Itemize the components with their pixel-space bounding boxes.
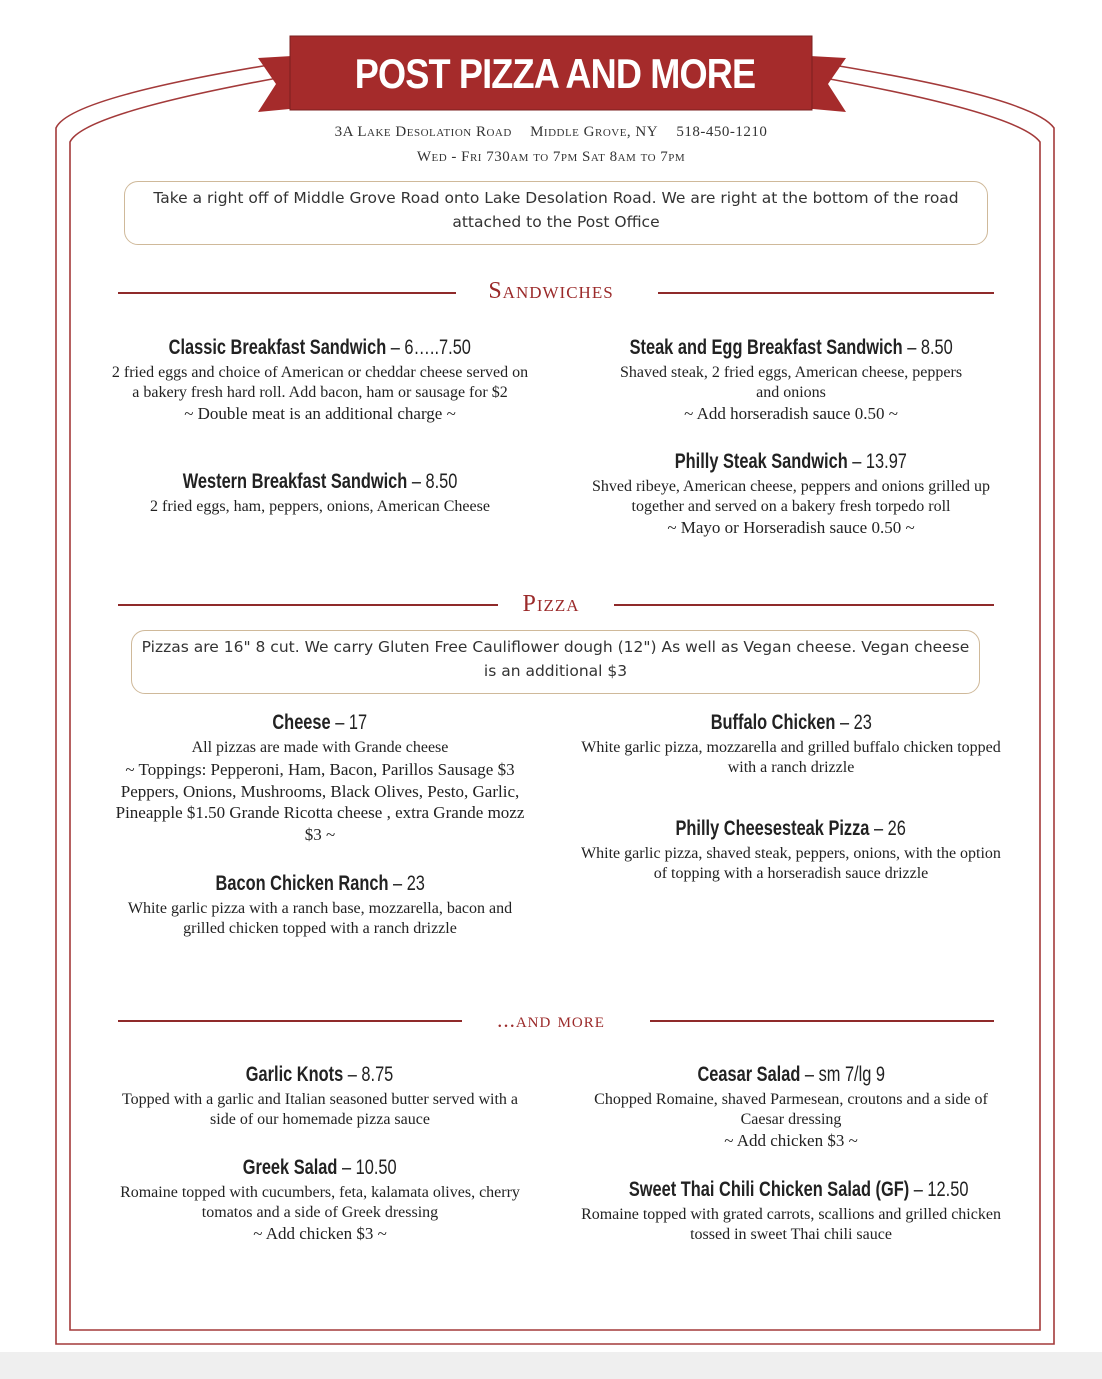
menu-item bbox=[110, 1154, 530, 1244]
item-extra: ~ Add chicken $3 ~ bbox=[253, 1224, 387, 1243]
item-extra: ~ Add chicken $3 ~ bbox=[724, 1131, 858, 1150]
restaurant-title: POST PIZZA AND MORE bbox=[354, 50, 756, 97]
item-price: – 23 bbox=[388, 872, 425, 895]
item-description: White garlic pizza, mozzarella and grilled buffalo chicken topped with a ranch drizzle bbox=[581, 739, 1001, 776]
directions-note: Take a right off of Middle Grove Road onto Lake Desolation Road. We are right at the bottom of the road attached to the Post Office bbox=[124, 181, 988, 245]
item-name: Ceasar Salad bbox=[697, 1063, 801, 1086]
item-description: All pizzas are made with Grande cheese bbox=[191, 739, 449, 756]
item-name: Garlic Knots bbox=[246, 1063, 344, 1086]
menu-item bbox=[581, 709, 1001, 778]
item-name: Buffalo Chicken bbox=[710, 711, 836, 734]
item-extra: ~ Toppings: Pepperoni, Ham, Bacon, Parillos Sausage $3 Peppers, Onions, Mushrooms, Black Olives, Pesto, Garlic, Pineapple $1.50 Grande Ricotta cheese , extra Grande mozz $3 ~ bbox=[115, 760, 525, 844]
item-price: – 13.97 bbox=[847, 450, 908, 473]
item-name: Classic Breakfast Sandwich bbox=[168, 336, 387, 359]
item-name: Philly Steak Sandwich bbox=[674, 450, 848, 473]
contact-line bbox=[0, 124, 1102, 141]
item-name: Sweet Thai Chili Chicken Salad (GF) bbox=[628, 1178, 910, 1201]
menu-item bbox=[110, 468, 530, 517]
menu-item bbox=[581, 1176, 1001, 1245]
town: Middle Grove, NY bbox=[530, 124, 659, 140]
item-name: Philly Cheesesteak Pizza bbox=[675, 817, 870, 840]
item-extra: ~ Double meat is an additional charge ~ bbox=[184, 404, 456, 423]
item-extra: ~ Add horseradish sauce 0.50 ~ bbox=[684, 404, 898, 423]
menu-item bbox=[110, 709, 530, 845]
item-name: Cheese bbox=[272, 711, 331, 734]
item-price: – 8.75 bbox=[343, 1063, 394, 1086]
section-title-more: ...and more bbox=[497, 1008, 605, 1032]
item-price: – 6…..7.50 bbox=[386, 336, 472, 359]
item-name: Bacon Chicken Ranch bbox=[215, 872, 389, 895]
item-price: – 8.50 bbox=[407, 470, 458, 493]
item-name: Steak and Egg Breakfast Sandwich bbox=[629, 336, 903, 359]
item-price: – 17 bbox=[330, 711, 368, 734]
item-extra: ~ Mayo or Horseradish sauce 0.50 ~ bbox=[667, 518, 915, 537]
menu-item bbox=[581, 334, 1001, 424]
item-description: Chopped Romaine, shaved Parmesean, croutons and a side of Caesar dressing bbox=[594, 1091, 988, 1128]
item-price: – 10.50 bbox=[337, 1156, 397, 1179]
section-title-sandwiches: Sandwiches bbox=[488, 278, 614, 304]
menu-item bbox=[581, 815, 1001, 884]
item-price: – 23 bbox=[835, 711, 872, 734]
menu-item bbox=[581, 448, 1001, 538]
menu-item bbox=[110, 870, 530, 939]
item-price: – 8.50 bbox=[902, 336, 953, 359]
item-description: 2 fried eggs and choice of American or cheddar cheese served on a bakery fresh hard roll. Add bacon, ham or sausage for $2 bbox=[111, 364, 529, 401]
pizza-note: Pizzas are 16" 8 cut. We carry Gluten Free Cauliflower dough (12") As well as Vegan cheese. Vegan cheese is an additional $3 bbox=[131, 630, 980, 694]
item-description: Shved ribeye, American cheese, peppers and onions grilled up together and served on a bakery fresh torpedo roll bbox=[591, 478, 991, 515]
menu-item bbox=[581, 1061, 1001, 1151]
item-description: Shaved steak, 2 fried eggs, American cheese, peppers and onions bbox=[619, 364, 963, 401]
item-price: – 26 bbox=[869, 817, 907, 840]
item-name: Western Breakfast Sandwich bbox=[182, 470, 408, 493]
item-description: White garlic pizza with a ranch base, mozzarella, bacon and grilled chicken topped with a ranch drizzle bbox=[127, 900, 513, 937]
menu-item bbox=[110, 1061, 530, 1130]
section-title-pizza: Pizza bbox=[522, 591, 580, 617]
item-price: – 12.50 bbox=[909, 1178, 969, 1201]
item-description: White garlic pizza, shaved steak, peppers, onions, with the option of topping with a horseradish sauce drizzle bbox=[581, 845, 1001, 882]
item-description: Topped with a garlic and Italian seasoned butter served with a side of our homemade pizza sauce bbox=[121, 1091, 519, 1128]
item-description: Romaine topped with grated carrots, scallions and grilled chicken tossed in sweet Thai chili sauce bbox=[581, 1206, 1001, 1243]
item-price: – sm 7/lg 9 bbox=[800, 1063, 885, 1086]
menu-item bbox=[110, 334, 530, 424]
phone: 518-450-1210 bbox=[676, 124, 768, 140]
hours: Wed - Fri 730am to 7pm Sat 8am to 7pm bbox=[416, 149, 686, 165]
address: 3A Lake Desolation Road bbox=[334, 124, 512, 140]
item-name: Greek Salad bbox=[243, 1156, 338, 1179]
item-description: Romaine topped with cucumbers, feta, kalamata olives, cherry tomatos and a side of Greek dressing bbox=[120, 1184, 520, 1221]
item-description: 2 fried eggs, ham, peppers, onions, American Cheese bbox=[150, 498, 490, 515]
